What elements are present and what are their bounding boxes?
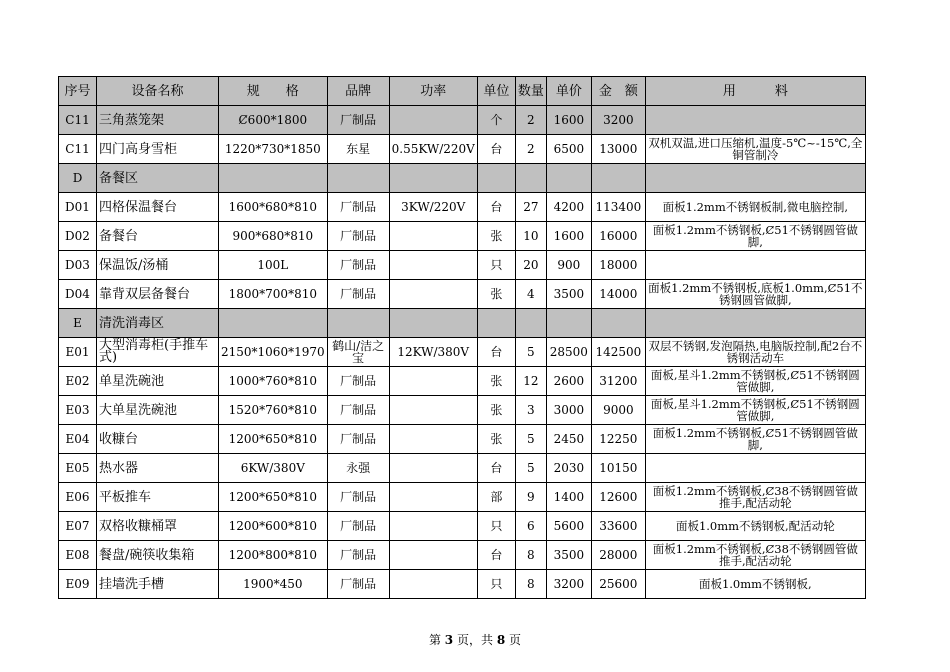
cell-amount [591, 309, 645, 338]
cell-power [389, 367, 477, 396]
cell-price: 1600 [546, 222, 591, 251]
cell-brand: 鹤山/洁之宝 [327, 338, 389, 367]
cell-price: 3500 [546, 541, 591, 570]
cell-seq: D01 [59, 193, 97, 222]
cell-unit: 张 [477, 367, 515, 396]
cell-unit [477, 309, 515, 338]
cell-spec: 100L [219, 251, 328, 280]
cell-power [389, 164, 477, 193]
cell-price: 1400 [546, 483, 591, 512]
cell-name: 大单星洗碗池 [97, 396, 219, 425]
header-brand: 品牌 [327, 77, 389, 106]
cell-seq: D02 [59, 222, 97, 251]
cell-unit: 张 [477, 222, 515, 251]
footer-middle: 页，共 [456, 633, 493, 647]
cell-spec: 1200*650*810 [219, 425, 328, 454]
cell-amount: 10150 [591, 454, 645, 483]
cell-brand [327, 309, 389, 338]
cell-material: 面板1.2mm不锈钢板,Ȼ38不锈钢圆管做推手,配活动轮 [645, 483, 865, 512]
cell-seq: E08 [59, 541, 97, 570]
cell-amount: 16000 [591, 222, 645, 251]
cell-brand: 厂制品 [327, 280, 389, 309]
header-name: 设备名称 [97, 77, 219, 106]
cell-material: 面板1.2mm不锈钢板,Ȼ51不锈钢圆管做脚, [645, 425, 865, 454]
cell-unit: 张 [477, 425, 515, 454]
cell-material: 双层不锈钢,发泡隔热,电脑版控制,配2台不锈钢活动车 [645, 338, 865, 367]
cell-name: 四门高身雪柜 [97, 135, 219, 164]
header-power: 功率 [389, 77, 477, 106]
cell-amount: 33600 [591, 512, 645, 541]
cell-brand: 厂制品 [327, 222, 389, 251]
cell-brand: 厂制品 [327, 396, 389, 425]
cell-name: 平板推车 [97, 483, 219, 512]
cell-name: 热水器 [97, 454, 219, 483]
table-row [59, 193, 866, 222]
cell-unit: 张 [477, 396, 515, 425]
cell-spec: 1000*760*810 [219, 367, 328, 396]
cell-qty: 6 [515, 512, 546, 541]
cell-qty: 8 [515, 570, 546, 599]
cell-qty: 8 [515, 541, 546, 570]
cell-amount: 113400 [591, 193, 645, 222]
cell-amount: 12600 [591, 483, 645, 512]
cell-spec: 1600*680*810 [219, 193, 328, 222]
cell-qty: 5 [515, 425, 546, 454]
cell-unit: 只 [477, 512, 515, 541]
cell-spec: 1800*700*810 [219, 280, 328, 309]
table-row [59, 164, 866, 193]
cell-brand: 厂制品 [327, 483, 389, 512]
cell-name: 清洗消毒区 [97, 309, 219, 338]
cell-brand: 东星 [327, 135, 389, 164]
cell-seq: E09 [59, 570, 97, 599]
cell-unit: 个 [477, 106, 515, 135]
cell-material: 双机双温,进口压缩机,温度-5℃~-15℃,全铜管制冷 [645, 135, 865, 164]
cell-material [645, 309, 865, 338]
cell-brand: 厂制品 [327, 512, 389, 541]
cell-material [645, 164, 865, 193]
cell-amount: 28000 [591, 541, 645, 570]
cell-material: 面板1.0mm不锈钢板, [645, 570, 865, 599]
cell-amount: 12250 [591, 425, 645, 454]
cell-power: 12KW/380V [389, 338, 477, 367]
cell-unit: 台 [477, 454, 515, 483]
cell-price: 1600 [546, 106, 591, 135]
header-qty: 数量 [515, 77, 546, 106]
cell-material: 面板1.2mm不锈钢板制,微电脑控制, [645, 193, 865, 222]
cell-unit: 台 [477, 135, 515, 164]
cell-name: 保温饭/汤桶 [97, 251, 219, 280]
quotation-table [58, 76, 866, 599]
footer-page-number: 3 [444, 633, 454, 647]
cell-amount: 31200 [591, 367, 645, 396]
cell-power [389, 251, 477, 280]
cell-spec [219, 309, 328, 338]
cell-seq: E [59, 309, 97, 338]
cell-qty [515, 164, 546, 193]
cell-spec: 1200*650*810 [219, 483, 328, 512]
cell-qty: 10 [515, 222, 546, 251]
cell-qty: 2 [515, 135, 546, 164]
cell-brand: 厂制品 [327, 541, 389, 570]
cell-brand: 厂制品 [327, 251, 389, 280]
cell-spec [219, 164, 328, 193]
cell-power [389, 454, 477, 483]
cell-material: 面板1.0mm不锈钢板,配活动轮 [645, 512, 865, 541]
cell-spec: 1200*600*810 [219, 512, 328, 541]
cell-unit [477, 164, 515, 193]
cell-seq: E02 [59, 367, 97, 396]
cell-spec: 900*680*810 [219, 222, 328, 251]
cell-seq: E01 [59, 338, 97, 367]
cell-material [645, 106, 865, 135]
cell-unit: 台 [477, 193, 515, 222]
table-row [59, 280, 866, 309]
cell-price: 3500 [546, 280, 591, 309]
cell-qty: 5 [515, 338, 546, 367]
cell-seq: C11 [59, 106, 97, 135]
cell-seq: D [59, 164, 97, 193]
table-header-row [59, 77, 866, 106]
cell-price [546, 164, 591, 193]
cell-brand: 厂制品 [327, 367, 389, 396]
cell-qty: 5 [515, 454, 546, 483]
cell-amount: 3200 [591, 106, 645, 135]
table-row [59, 222, 866, 251]
cell-qty [515, 309, 546, 338]
cell-name: 四格保温餐台 [97, 193, 219, 222]
cell-material [645, 454, 865, 483]
cell-unit: 张 [477, 280, 515, 309]
cell-power [389, 280, 477, 309]
cell-brand: 厂制品 [327, 570, 389, 599]
cell-price: 6500 [546, 135, 591, 164]
cell-spec: 1200*800*810 [219, 541, 328, 570]
cell-material: 面板1.2mm不锈钢板,Ȼ38不锈钢圆管做推手,配活动轮 [645, 541, 865, 570]
cell-seq: E04 [59, 425, 97, 454]
cell-unit: 只 [477, 251, 515, 280]
cell-qty: 9 [515, 483, 546, 512]
cell-price: 900 [546, 251, 591, 280]
cell-material [645, 251, 865, 280]
cell-price: 2600 [546, 367, 591, 396]
cell-brand: 厂制品 [327, 193, 389, 222]
cell-spec: 1220*730*1850 [219, 135, 328, 164]
cell-price: 5600 [546, 512, 591, 541]
cell-unit: 部 [477, 483, 515, 512]
cell-unit: 台 [477, 541, 515, 570]
cell-spec: 6KW/380V [219, 454, 328, 483]
cell-amount: 13000 [591, 135, 645, 164]
cell-power [389, 570, 477, 599]
header-spec: 规 格 [219, 77, 328, 106]
cell-amount [591, 164, 645, 193]
cell-spec: 2150*1060*1970 [219, 338, 328, 367]
cell-material: 面板1.2mm不锈钢板,Ȼ51不锈钢圆管做脚, [645, 222, 865, 251]
cell-power: 3KW/220V [389, 193, 477, 222]
cell-seq: E06 [59, 483, 97, 512]
table-row [59, 512, 866, 541]
cell-seq: E07 [59, 512, 97, 541]
cell-brand: 永强 [327, 454, 389, 483]
cell-price: 3200 [546, 570, 591, 599]
cell-price: 2450 [546, 425, 591, 454]
cell-qty: 12 [515, 367, 546, 396]
cell-name: 备餐台 [97, 222, 219, 251]
footer-suffix: 页 [509, 633, 522, 647]
cell-spec: Ȼ600*1800 [219, 106, 328, 135]
cell-price: 4200 [546, 193, 591, 222]
cell-qty: 2 [515, 106, 546, 135]
cell-power [389, 396, 477, 425]
cell-name: 三角蒸笼架 [97, 106, 219, 135]
cell-unit: 台 [477, 338, 515, 367]
cell-name: 双格收糠桶罩 [97, 512, 219, 541]
cell-name: 靠背双层备餐台 [97, 280, 219, 309]
cell-price [546, 309, 591, 338]
cell-seq: C11 [59, 135, 97, 164]
table-row [59, 483, 866, 512]
header-unit: 单位 [477, 77, 515, 106]
cell-name: 收糠台 [97, 425, 219, 454]
cell-power [389, 222, 477, 251]
header-seq: 序号 [59, 77, 97, 106]
cell-brand: 厂制品 [327, 425, 389, 454]
cell-name: 挂墙洗手槽 [97, 570, 219, 599]
cell-brand: 厂制品 [327, 106, 389, 135]
table-row [59, 135, 866, 164]
cell-amount: 25600 [591, 570, 645, 599]
cell-amount: 9000 [591, 396, 645, 425]
page-footer [0, 631, 950, 648]
cell-material: 面板,星斗1.2mm不锈钢板,Ȼ51不锈钢圆管做脚, [645, 396, 865, 425]
cell-seq: E03 [59, 396, 97, 425]
cell-power [389, 309, 477, 338]
table-row [59, 396, 866, 425]
cell-power [389, 425, 477, 454]
cell-amount: 142500 [591, 338, 645, 367]
table-row [59, 570, 866, 599]
table-row [59, 454, 866, 483]
cell-power [389, 483, 477, 512]
cell-seq: D04 [59, 280, 97, 309]
cell-amount: 14000 [591, 280, 645, 309]
header-material: 用 料 [645, 77, 865, 106]
table-row [59, 338, 866, 367]
cell-power [389, 106, 477, 135]
table-row [59, 251, 866, 280]
cell-seq: E05 [59, 454, 97, 483]
header-amount: 金 额 [591, 77, 645, 106]
cell-price: 3000 [546, 396, 591, 425]
cell-name: 单星洗碗池 [97, 367, 219, 396]
footer-prefix: 第 [428, 633, 441, 647]
cell-material: 面板,星斗1.2mm不锈钢板,Ȼ51不锈钢圆管做脚, [645, 367, 865, 396]
cell-name: 餐盘/碗筷收集箱 [97, 541, 219, 570]
cell-qty: 27 [515, 193, 546, 222]
table-row [59, 106, 866, 135]
cell-material: 面板1.2mm不锈钢板,底板1.0mm,Ȼ51不锈钢圆管做脚, [645, 280, 865, 309]
cell-qty: 3 [515, 396, 546, 425]
cell-brand [327, 164, 389, 193]
cell-name: 大型消毒柜(手推车式) [97, 338, 219, 367]
footer-total-pages: 8 [496, 633, 506, 647]
table-row [59, 367, 866, 396]
cell-unit: 只 [477, 570, 515, 599]
table-row [59, 425, 866, 454]
cell-spec: 1900*450 [219, 570, 328, 599]
cell-power [389, 512, 477, 541]
cell-qty: 20 [515, 251, 546, 280]
cell-amount: 18000 [591, 251, 645, 280]
cell-qty: 4 [515, 280, 546, 309]
table-row [59, 309, 866, 338]
table-row [59, 541, 866, 570]
cell-power: 0.55KW/220V [389, 135, 477, 164]
cell-price: 2030 [546, 454, 591, 483]
cell-power [389, 541, 477, 570]
cell-price: 28500 [546, 338, 591, 367]
cell-seq: D03 [59, 251, 97, 280]
cell-spec: 1520*760*810 [219, 396, 328, 425]
header-price: 单价 [546, 77, 591, 106]
cell-name: 备餐区 [97, 164, 219, 193]
